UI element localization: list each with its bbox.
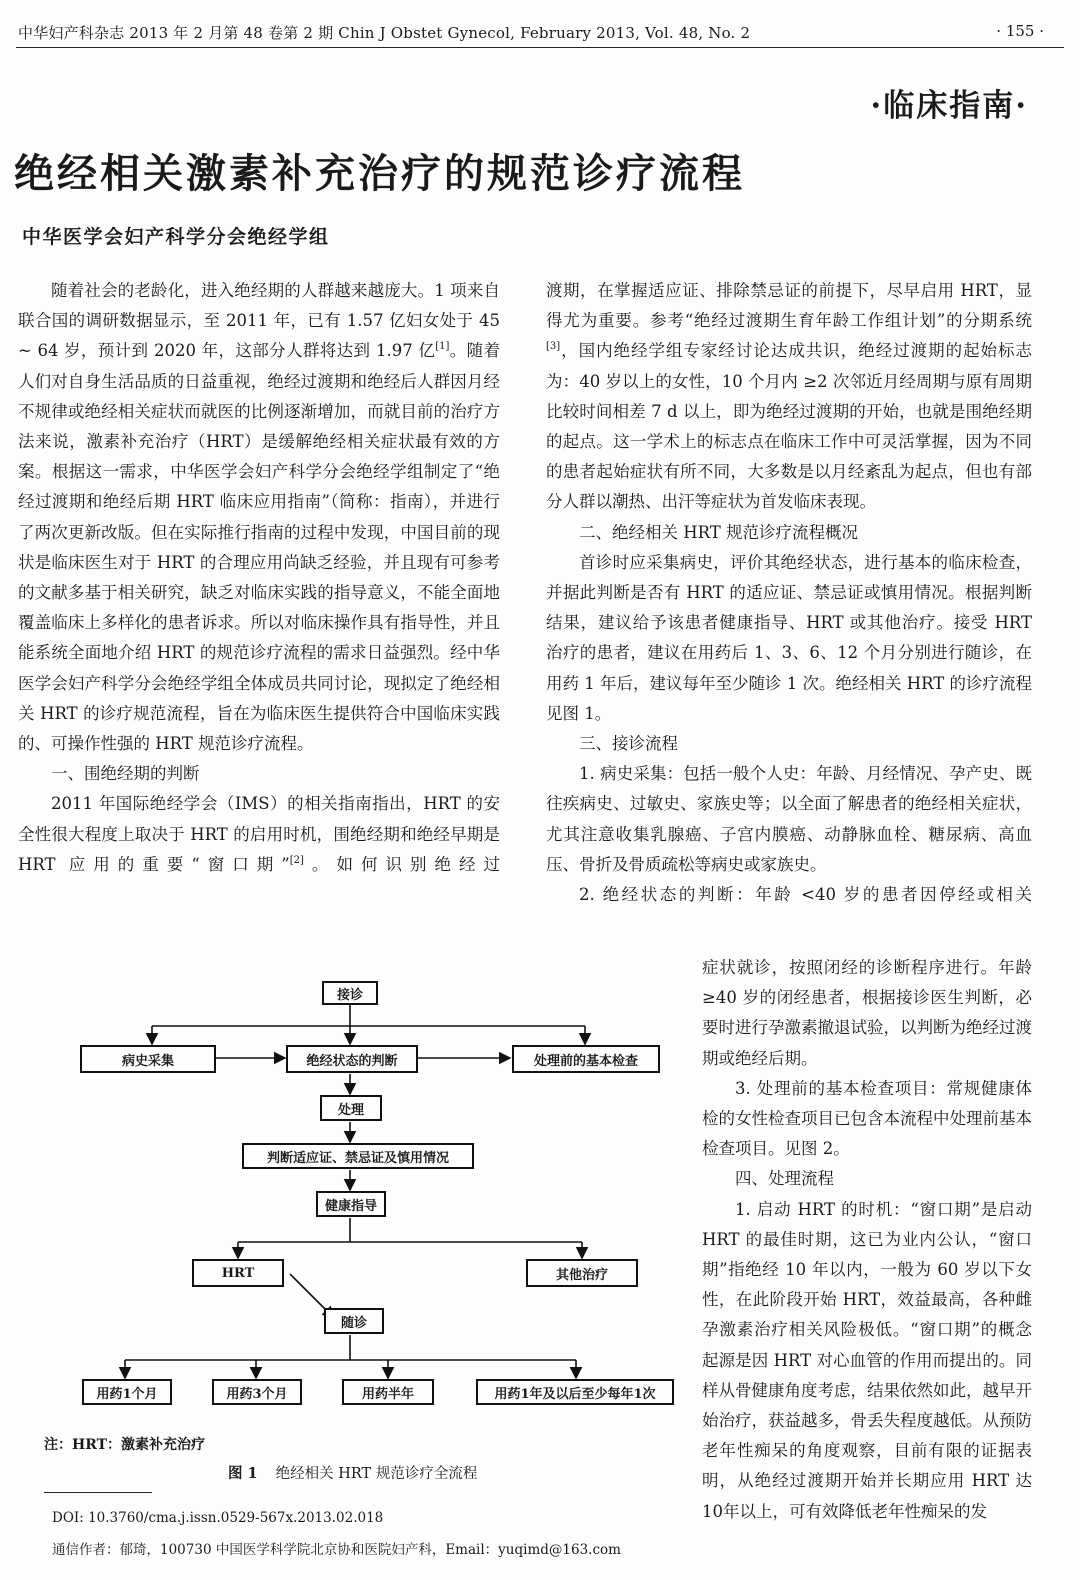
section-heading-2: 二、绝经相关 HRT 规范诊疗流程概况 [579,522,859,542]
reference-1[interactable]: [1] [435,341,450,353]
node-status: 绝经状态的判断 [286,1045,418,1073]
node-treatment: 处理 [320,1095,382,1121]
node-followup-1-month: 用药1个月 [82,1379,172,1405]
figure-1-flowchart [40,968,700,1428]
article-authors: 中华医学会妇产科学分会绝经学组 [22,226,330,248]
figure-caption-text: 绝经相关 HRT 规范诊疗全流程 [275,1466,478,1482]
node-followup-3-months: 用药3个月 [212,1379,302,1405]
paragraph-6: 1. 启动 HRT 的时机：“窗口期”是启动 HRT 的最佳时期，这已为业内公认，“窗口期”指绝经 10 年以内，一般为 60 岁以下女性，在此阶段开始 HRT，效益最高，各种雌孕激素治疗相关风险极低。“窗口期”的概念起源是因 HRT 对心血管的作用而提出的。同样从骨健康角度考虑，结果依然如此，越早开始治疗，获益越多，骨丢失程度越低。从预防老年性痴呆的角度观察，目前有限的证据表明，从绝经过渡期开始并长期应用 HRT 达 10年以上，可有效降低老年性痴呆的发 [702,1199,1032,1521]
section-heading-3: 三、接诊流程 [579,734,678,754]
section-label: ·临床指南· [870,88,1028,124]
paragraph-1-continued: 渡期，在掌握适应证、排除禁忌证的前提下，尽早启用 HRT，显得尤为重要。参考“绝经过渡期生育年龄工作组计划”的分期系统[3]，国内绝经学组专家经讨论达成共识，绝经过渡期的起始标志为：40 岁以上的女性，10 个月内 ≥2 次邻近月经周期与原有周期比较时间相差 7 d 以上，即为绝经过渡期的开始，也就是围绝经期的起点。这一学术上的标志点在临床工作中可灵活掌握，因为不同的患者起始症状有所不同，大多数是以月经紊乱为起点，但也有部分人群以潮热、出汗等症状为首发临床表现。 [546,281,1032,512]
corresponding-author: 通信作者：郁琦，100730 中国医学科学院北京协和医院妇产科，Email：yuqimd@163.com [52,1542,621,1558]
right-column [546,276,1032,910]
section-heading-4: 四、处理流程 [735,1169,834,1189]
reference-3[interactable]: [3] [546,341,561,353]
page-number: · 155 · [996,22,1044,40]
node-judge: 判断适应证、禁忌证及慎用情况 [242,1143,474,1169]
header-rule [16,47,1064,48]
node-hrt: HRT [192,1259,284,1287]
left-column [18,276,500,880]
node-guidance: 健康指导 [316,1191,386,1217]
paragraph-5: 3. 处理前的基本检查项目：常规健康体检的女性检查项目已包含本流程中处理前基本检查项目。见图 2。 [702,1078,1032,1159]
figure-note: 注：HRT：激素补充治疗 [44,1437,206,1453]
paragraph-1: 2011 年国际绝经学会（IMS）的相关指南指出，HRT 的安全性很大程度上取决于 HRT 的启用时机，围绝经期和绝经早期是 HRT 应用的重要“窗口期”[2]。如何识别绝经过 [18,794,500,874]
paragraph-4-rest: 症状就诊，按照闭经的诊断程序进行。年龄≥40 岁的闭经患者，根据接诊医生判断，必要时进行孕激素撤退试验，以判断为绝经过渡期或绝经后期。 [702,958,1032,1068]
section-heading-1: 一、围绝经期的判断 [51,764,200,784]
right-column-lower [702,953,1032,1527]
node-followup-yearly: 用药1年及以后至少每年1次 [476,1379,674,1405]
node-baseline: 处理前的基本检查 [512,1045,660,1073]
doi[interactable]: DOI: 10.3760/cma.j.issn.0529-567x.2013.02.018 [52,1510,384,1526]
footnote-rule [44,1492,152,1493]
node-other-treatment: 其他治疗 [526,1259,638,1287]
node-followup-half-year: 用药半年 [342,1379,434,1405]
paragraph-3: 1. 病史采集：包括一般个人史：年龄、月经情况、孕产史、既往疾病史、过敏史、家族史等；以全面了解患者的绝经相关症状，尤其注意收集乳腺癌、子宫内膜癌、动静脉血栓、糖尿病、高血压、骨折及骨质疏松等病史或家族史。 [546,764,1032,874]
article-title: 绝经相关激素补充治疗的规范诊疗流程 [14,150,745,197]
figure-caption [228,1462,477,1483]
paragraph-2: 首诊时应采集病史，评价其绝经状态，进行基本的临床检查，并据此判断是否有 HRT 的适应证、禁忌证或慎用情况。根据判断结果，建议给予该患者健康指导、HRT 或其他治疗。接受 HRT 治疗的患者，建议在用药后 1、3、6、12 个月分别进行随诊，在用药 1 年后，建议每年至少随诊 1 次。绝经相关 HRT 的诊疗流程见图 1。 [546,552,1032,723]
reference-2[interactable]: [2] [289,854,304,866]
intro-paragraph: 随着社会的老龄化，进入绝经期的人群越来越庞大。1 项来自联合国的调研数据显示，至 2011 年，已有 1.57 亿妇女处于 45 ~ 64 岁，预计到 2020 年，这部分人群将达到 1.97 亿[1]。随着人们对自身生活品质的日益重视，绝经过渡期和绝经后人群因月经不规律或绝经相关症状而就医的比例逐渐增加，而就目前的治疗方法来说，激素补充治疗（HRT）是缓解绝经相关症状最有效的方案。根据这一需求，中华医学会妇产科学分会绝经学组制定了“绝经过渡期和绝经后期 HRT 临床应用指南”（简称：指南），并进行了两次更新改版。但在实际推行指南的过程中发现，中国目前的现状是临床医生对于 HRT 的合理应用尚缺乏经验，并且现有可参考的文献多基于相关研究，缺乏对临床实践的指导意义，不能全面地覆盖临床上多样化的患者诉求。所以对临床操作具有指导性，并且能系统全面地介绍 HRT 的规范诊疗流程的需求日益强烈。经中华医学会妇产科学分会绝经学组全体成员共同讨论，现拟定了绝经相关 HRT 的诊疗规范流程，旨在为临床医生提供符合中国临床实践的、可操作性强的 HRT 规范诊疗流程。 [18,281,500,754]
node-visit: 接诊 [322,981,378,1005]
node-history: 病史采集 [80,1045,216,1073]
node-followup: 随诊 [324,1308,384,1334]
figure-caption-label: 图 1 [228,1465,258,1482]
paragraph-4-start: 2. 绝经状态的判断：年龄 <40 岁的患者因停经或相关 [579,885,1032,905]
running-head: 中华妇产科杂志 2013 年 2 月第 48 卷第 2 期 Chin J Obstet Gynecol, February 2013, Vol. 48, No. 2 [18,24,751,42]
